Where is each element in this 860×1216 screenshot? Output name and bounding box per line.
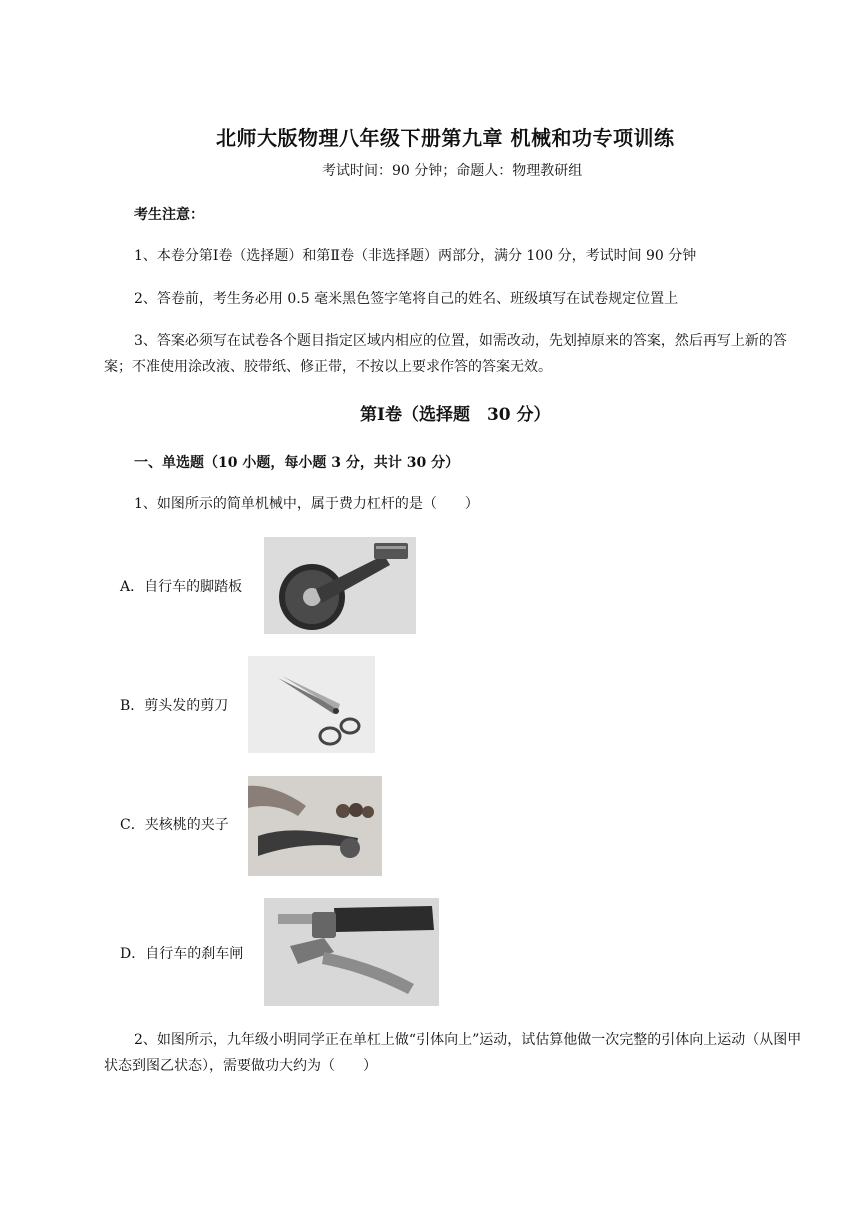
option-c-label: C．夹核桃的夹子 (120, 817, 229, 833)
notice-item-2: 2、答卷前，考生务必用 0.5 毫米黑色签字笔将自己的姓名、班级填写在试卷规定位置上 (134, 291, 679, 307)
section-title: 第Ⅰ卷（选择题 30 分） (360, 405, 551, 425)
notice-item-1: 1、本卷分第Ⅰ卷（选择题）和第Ⅱ卷（非选择题）两部分，满分 100 分，考试时间 90 分钟 (134, 248, 697, 264)
bicycle-pedal-image (264, 537, 416, 634)
part-heading: 一、单选题（10 小题，每小题 3 分，共计 30 分） (134, 455, 460, 471)
option-b-label: B．剪头发的剪刀 (120, 698, 229, 714)
notice-item-3: 3、答案必须写在试卷各个题目指定区域内相应的位置，如需改动，先划掉原来的答案，然后再写上新的答案；不准使用涂改液、胶带纸、修正带，不按以上要求作答的答案无效。 (104, 333, 787, 375)
brake-lever-image (264, 898, 439, 1006)
question-1-text: 1、如图所示的简单机械中，属于费力杠杆的是（ ） (134, 496, 479, 512)
scissors-image (248, 656, 375, 753)
question-2-text: 2、如图所示，九年级小明同学正在单杠上做“引体向上”运动，试估算他做一次完整的引体向上运动（从图甲状态到图乙状态），需要做功大约为（ ） (104, 1032, 802, 1074)
page-title: 北师大版物理八年级下册第九章 机械和功专项训练 (216, 126, 675, 150)
exam-info: 考试时间：90 分钟；命题人：物理教研组 (322, 163, 583, 179)
walnut-clamp-image (248, 776, 382, 876)
notice-heading: 考生注意： (134, 207, 204, 223)
option-d-label: D．自行车的刹车闸 (120, 946, 244, 962)
option-a-label: A．自行车的脚踏板 (120, 579, 243, 595)
